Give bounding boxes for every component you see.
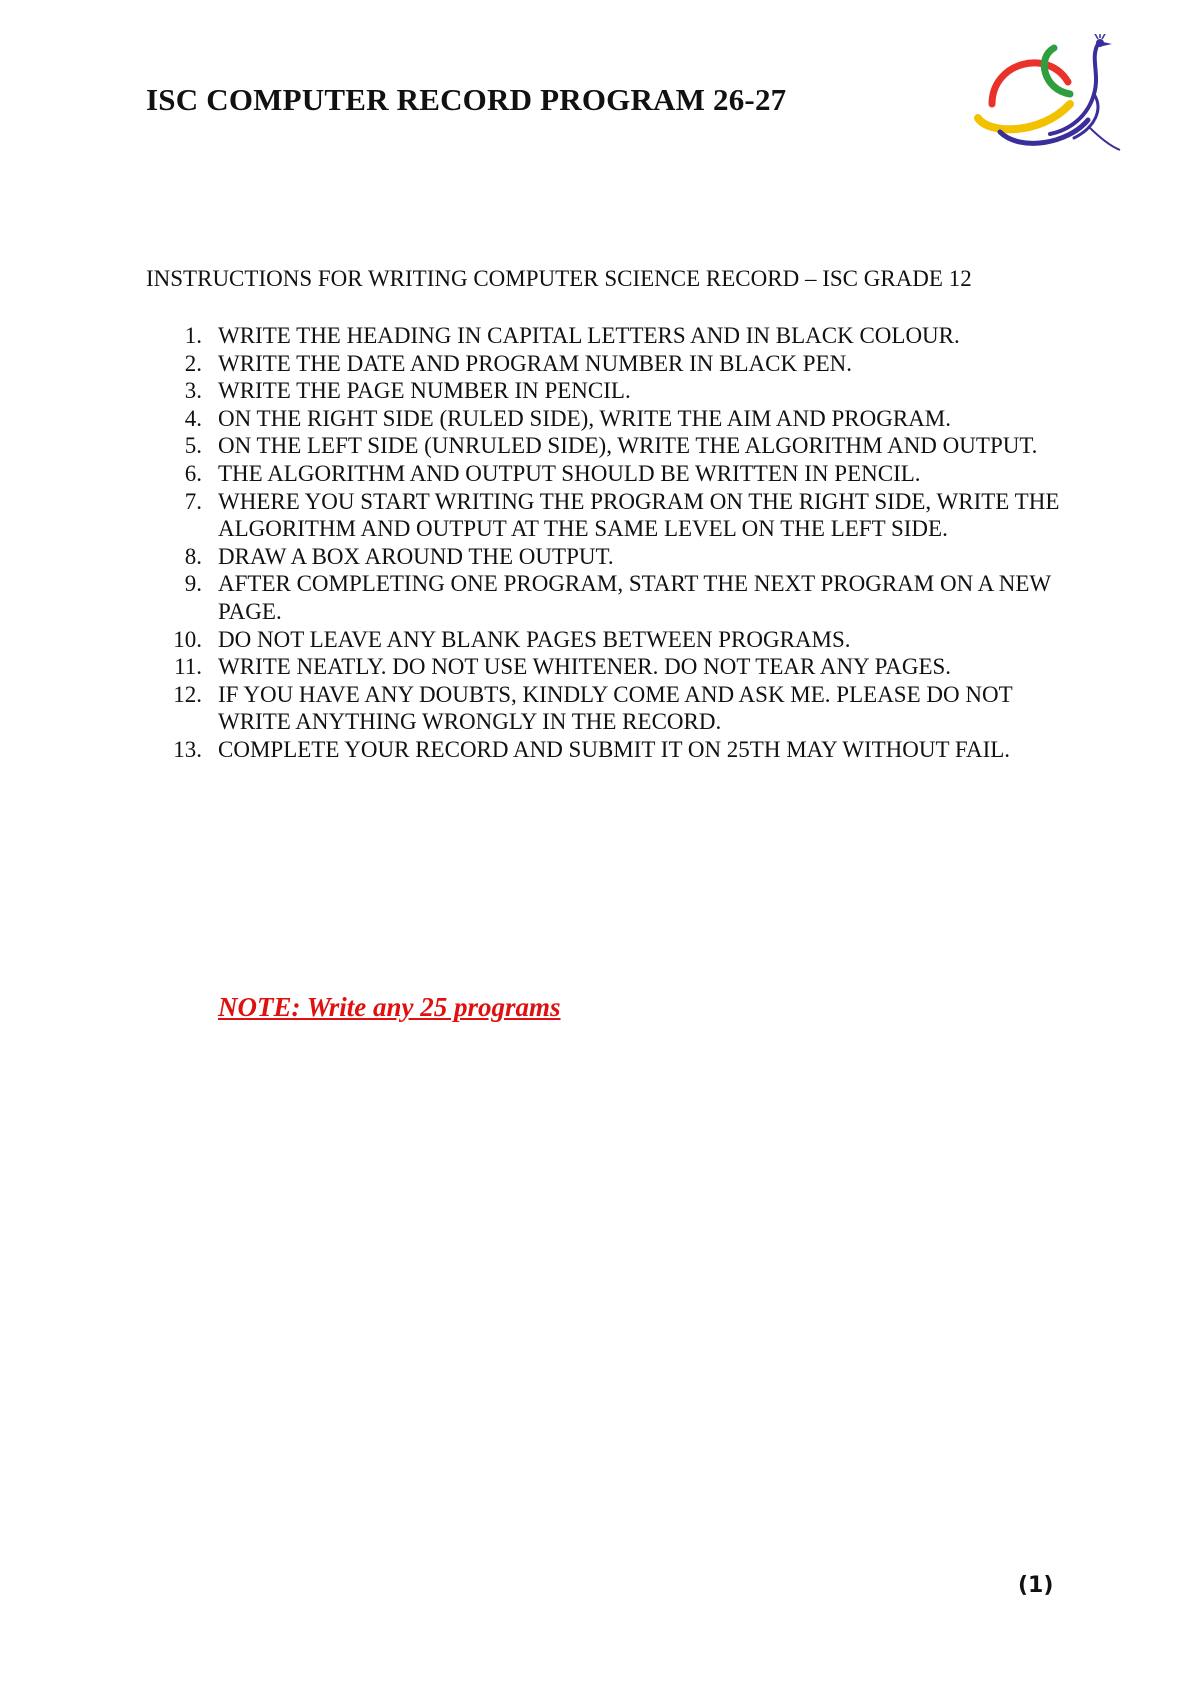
list-item — [146, 681, 1066, 736]
list-item — [146, 432, 1066, 460]
list-item — [146, 350, 1066, 378]
instructions-heading: INSTRUCTIONS FOR WRITING COMPUTER SCIENCE RECORD – ISC GRADE 12 — [146, 266, 972, 291]
list-item-text: IF YOU HAVE ANY DOUBTS, KINDLY COME AND ASK ME. PLEASE DO NOT WRITE ANYTHING WRONGLY IN THE RECORD. — [218, 681, 1013, 735]
list-item-number: 3. — [184, 378, 202, 404]
list-item-number: 8. — [184, 543, 202, 569]
instructions-list — [146, 322, 1066, 764]
list-item-number: 5. — [184, 433, 202, 459]
list-item — [146, 488, 1066, 543]
list-item-text: COMPLETE YOUR RECORD AND SUBMIT IT ON 25TH MAY WITHOUT FAIL. — [218, 736, 1011, 762]
list-item-number: 7. — [184, 488, 202, 514]
list-item — [146, 570, 1066, 625]
list-item-text: WRITE NEATLY. DO NOT USE WHITENER. DO NOT TEAR ANY PAGES. — [218, 654, 952, 680]
list-item — [146, 626, 1066, 654]
list-item-text: DRAW A BOX AROUND THE OUTPUT. — [218, 543, 614, 569]
list-item-text: WHERE YOU START WRITING THE PROGRAM ON THE RIGHT SIDE, WRITE THE ALGORITHM AND OUTPUT AT THE SAME LEVEL ON THE LEFT SIDE. — [218, 488, 1060, 542]
peacock-logo-icon — [970, 34, 1130, 154]
list-item-number: 12. — [173, 681, 202, 707]
list-item-number: 13. — [173, 736, 202, 762]
list-item — [146, 322, 1066, 350]
list-item-number: 9. — [184, 571, 202, 597]
note-text: NOTE: Write any 25 programs — [218, 992, 561, 1022]
list-item-text: THE ALGORITHM AND OUTPUT SHOULD BE WRITTEN IN PENCIL. — [218, 460, 921, 486]
list-item-text: WRITE THE PAGE NUMBER IN PENCIL. — [218, 378, 631, 404]
list-item — [146, 377, 1066, 405]
list-item-number: 10. — [173, 626, 202, 652]
list-item-text: ON THE LEFT SIDE (UNRULED SIDE), WRITE THE ALGORITHM AND OUTPUT. — [218, 433, 1038, 459]
list-item-number: 6. — [184, 460, 202, 486]
list-item — [146, 736, 1066, 764]
document-title: ISC COMPUTER RECORD PROGRAM 26-27 — [146, 82, 787, 117]
list-item — [146, 653, 1066, 681]
list-item-text: DO NOT LEAVE ANY BLANK PAGES BETWEEN PROGRAMS. — [218, 626, 851, 652]
list-item-number: 4. — [184, 405, 202, 431]
list-item-text: WRITE THE HEADING IN CAPITAL LETTERS AND IN BLACK COLOUR. — [218, 323, 960, 348]
list-item — [146, 460, 1066, 488]
list-item-number: 11. — [174, 654, 202, 680]
list-item-text: AFTER COMPLETING ONE PROGRAM, START THE NEXT PROGRAM ON A NEW PAGE. — [218, 571, 1051, 624]
page-number: (1) — [1018, 1573, 1054, 1598]
list-item — [146, 405, 1066, 433]
list-item-number: 1. — [184, 323, 202, 348]
list-item-text: WRITE THE DATE AND PROGRAM NUMBER IN BLACK PEN. — [218, 350, 853, 376]
list-item-text: ON THE RIGHT SIDE (RULED SIDE), WRITE THE AIM AND PROGRAM. — [218, 405, 952, 431]
list-item-number: 2. — [184, 350, 202, 376]
list-item — [146, 543, 1066, 571]
